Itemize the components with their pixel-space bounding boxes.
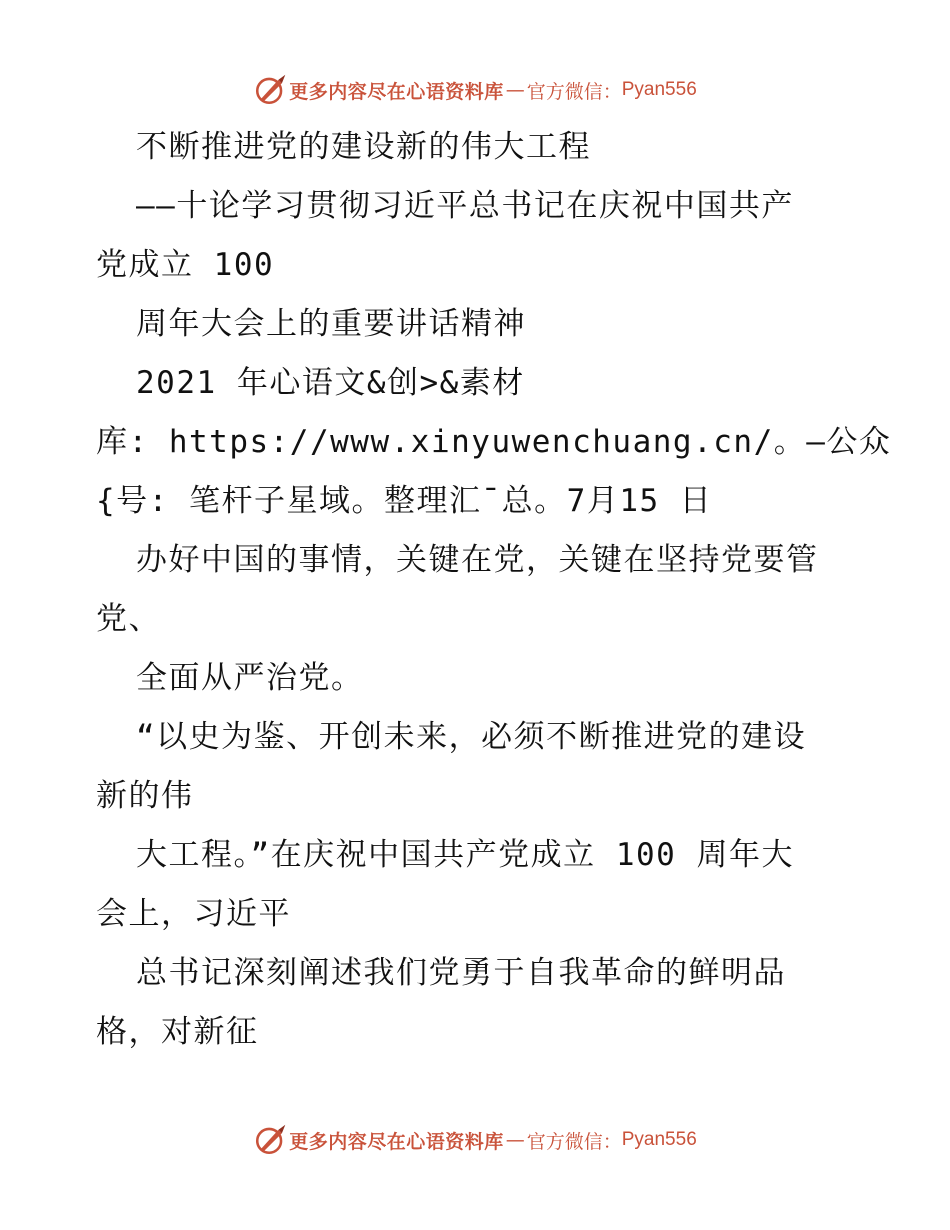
document-line: 格，对新征: [96, 1014, 259, 1050]
document-line: 库: https://www.xinyuwenchuang.cn/。—公众: [96, 424, 892, 460]
document-line: 周年大会上的重要讲话精神: [136, 306, 526, 342]
quill-logo-icon: [253, 73, 287, 107]
document-line: “以史为鉴、开创未来，必须不断推进党的建设: [136, 719, 807, 755]
footer-banner: [0, 1120, 950, 1160]
banner-wechat-id: Pyan556: [621, 1129, 697, 1150]
banner-separator: —: [505, 1129, 525, 1151]
document-line: 大工程。”在庆祝中国共产党成立 100 周年大: [136, 837, 794, 873]
header-banner: [0, 70, 950, 110]
document-body: [96, 118, 892, 1062]
banner-separator: —: [505, 79, 525, 101]
document-line: {号: 笔杆子星域。整理汇¯总。7月15 日: [96, 483, 713, 519]
banner-official-label: 官方微信：: [526, 80, 622, 103]
document-line: ——十论学习贯彻习近平总书记在庆祝中国共产: [136, 188, 794, 224]
footer-banner-content: [253, 1123, 697, 1157]
document-line: 新的伟: [96, 778, 194, 814]
document-line: 党成立 100: [96, 247, 275, 283]
header-banner-content: [253, 73, 697, 107]
document-line: 办好中国的事情，关键在党，关键在坚持党要管: [136, 542, 819, 578]
banner-main-text: 更多内容尽在心语资料库: [289, 80, 504, 103]
document-line: 不断推进党的建设新的伟大工程: [136, 129, 591, 165]
document-line: 2021 年心语文&创>&素材: [136, 365, 525, 401]
banner-main-text: 更多内容尽在心语资料库: [289, 1130, 504, 1153]
document-line: 全面从严治党。: [136, 660, 364, 696]
document-line: 会上，习近平: [96, 896, 291, 932]
quill-logo-icon: [253, 1123, 287, 1157]
banner-official-label: 官方微信：: [526, 1130, 622, 1153]
banner-wechat-id: Pyan556: [621, 79, 697, 100]
document-line: 总书记深刻阐述我们党勇于自我革命的鲜明品: [136, 955, 786, 991]
document-line: 党、: [96, 601, 161, 637]
